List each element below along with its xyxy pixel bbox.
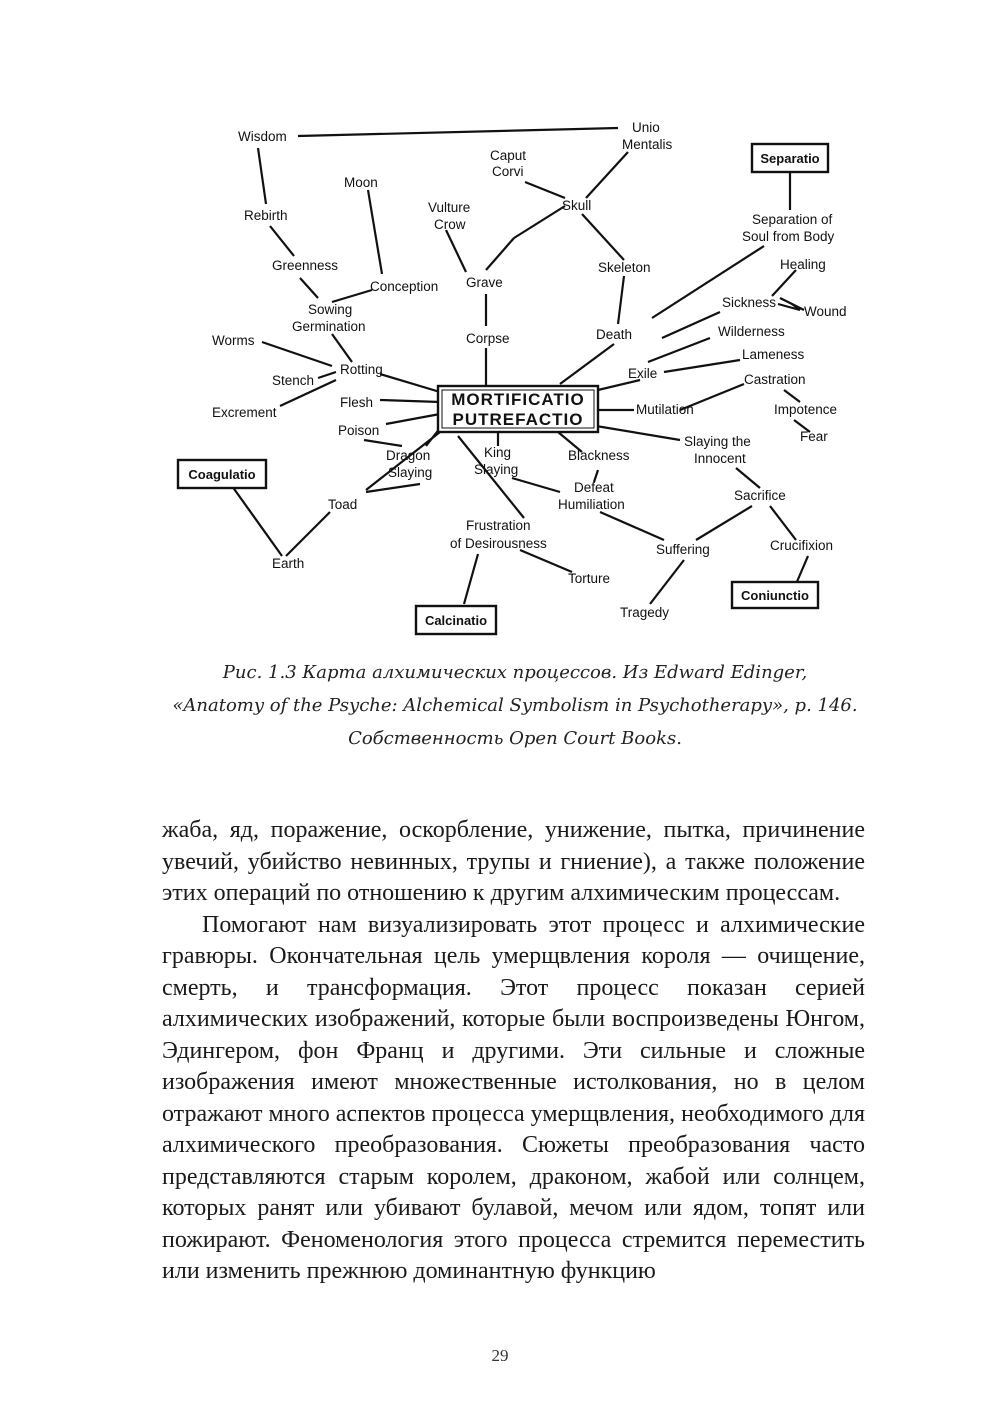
connector xyxy=(664,360,740,372)
body-text xyxy=(162,815,865,1288)
connector xyxy=(586,152,628,198)
connector xyxy=(486,238,514,270)
connector xyxy=(772,270,796,296)
node-earth: Earth xyxy=(272,556,305,571)
coagulatio-label: Coagulatio xyxy=(188,467,256,482)
node-tragedy: Tragedy xyxy=(620,605,670,620)
connector xyxy=(380,374,440,392)
node-greenness: Greenness xyxy=(272,258,339,273)
connector xyxy=(364,440,402,446)
node-blackness: Blackness xyxy=(568,448,630,463)
node-torture: Torture xyxy=(568,571,611,586)
calcinatio-label: Calcinatio xyxy=(424,613,488,628)
node-unio-2: Mentalis xyxy=(622,137,673,152)
node-sickness: Sickness xyxy=(722,295,777,310)
connector xyxy=(598,380,640,390)
node-poison: Poison xyxy=(338,423,380,438)
node-castration: Castration xyxy=(744,372,806,387)
node-impotence: Impotence xyxy=(774,402,838,417)
node-skeleton: Skeleton xyxy=(598,260,651,275)
node-caput-1: Caput xyxy=(490,148,527,163)
connector xyxy=(232,486,282,556)
node-vulture-2: Crow xyxy=(434,217,466,232)
connector xyxy=(270,226,294,256)
connector xyxy=(512,478,560,492)
connector xyxy=(380,400,440,402)
node-sowing-2: Germination xyxy=(292,319,366,334)
node-death: Death xyxy=(596,327,633,342)
node-wilderness: Wilderness xyxy=(718,324,785,339)
connector xyxy=(618,276,624,324)
page-number: 29 xyxy=(491,1346,509,1365)
connector xyxy=(520,550,572,572)
process-box-coniunctio xyxy=(732,582,818,608)
connector xyxy=(525,182,565,198)
node-frustration-1: Frustration xyxy=(466,518,531,533)
connector xyxy=(258,148,266,204)
figure-caption xyxy=(100,656,930,755)
center-node xyxy=(438,386,598,432)
node-skull: Skull xyxy=(562,198,592,213)
node-rebirth: Rebirth xyxy=(244,208,288,223)
node-worms: Worms xyxy=(212,333,255,348)
node-fear: Fear xyxy=(800,429,828,444)
connector xyxy=(366,484,420,492)
node-vulture-1: Vulture xyxy=(428,200,471,215)
node-defeat-2: Humiliation xyxy=(558,497,625,512)
connector xyxy=(300,278,318,298)
node-king-2: Slaying xyxy=(474,462,519,477)
node-slaying-innocent-2: Innocent xyxy=(694,451,746,466)
connector xyxy=(796,556,808,584)
connector xyxy=(514,206,565,238)
connector xyxy=(286,512,330,556)
alchemical-process-map xyxy=(0,0,1000,650)
paragraph-continuation: жаба, яд, поражение, оскорбление, унижение, пытка, причинение увечий, убийство невинных, трупы и гниение), а также положение этих операций по отношению к другим алхимическим процессам. xyxy=(162,817,865,906)
node-king-1: King xyxy=(484,445,512,460)
node-grave: Grave xyxy=(466,275,503,290)
node-separation-soul-2: Soul from Body xyxy=(742,229,835,244)
connector xyxy=(648,338,710,362)
caption-line-3: Собственность Open Court Books. xyxy=(348,728,682,749)
node-lameness: Lameness xyxy=(742,347,805,362)
node-stench: Stench xyxy=(272,373,315,388)
node-caput-2: Corvi xyxy=(492,164,524,179)
connector xyxy=(332,334,352,362)
connector xyxy=(298,128,618,136)
connector xyxy=(696,506,752,540)
process-box-separatio xyxy=(752,144,828,172)
node-suffering: Suffering xyxy=(656,542,710,557)
paragraph-main: Помогают нам визуализировать этот процесс и алхимические гравюры. Окончательная цель умерщвления короля — очищение, смерть, и трансформация. Этот процесс показан серией алхимических изображений, которые были воспроизведены Юнгом, Эдингером, фон Франц и другими. Эти сильные и сложные изображения имеют множественные истолкования, но в целом отражают много аспектов процесса умерщвления, необходимого для алхимического преобразования. Сюжеты преобразования часто представляются старым королем, драконом, жабой или солнцем, которых ранят или убивают булавой, мечом или ядом, топят или пожирают. Феноменология этого процесса стремится переместить или изменить прежнюю доминантную функцию xyxy=(162,911,865,1284)
coniunctio-label: Coniunctio xyxy=(741,588,809,603)
connector xyxy=(650,560,684,604)
connector xyxy=(600,512,664,540)
node-frustration-2: of Desirousness xyxy=(450,536,547,551)
caption-line-2: «Anatomy of the Psyche: Alchemical Symbolism in Psychotherapy», p. 146. xyxy=(172,695,858,716)
node-crucifixion: Crucifixion xyxy=(770,538,834,553)
node-unio-1: Unio xyxy=(632,120,660,135)
node-sacrifice: Sacrifice xyxy=(734,488,786,503)
connector xyxy=(582,214,624,260)
connector xyxy=(332,290,372,302)
node-toad: Toad xyxy=(328,497,358,512)
connector xyxy=(736,468,760,488)
node-flesh: Flesh xyxy=(340,395,374,410)
node-separation-soul-1: Separation of xyxy=(752,212,833,227)
node-wound: Wound xyxy=(804,304,847,319)
separatio-label: Separatio xyxy=(760,151,820,166)
connector xyxy=(368,190,382,274)
node-rotting: Rotting xyxy=(340,362,383,377)
connector xyxy=(318,372,336,378)
node-slaying-innocent-1: Slaying the xyxy=(684,434,751,449)
process-box-calcinatio xyxy=(416,606,496,634)
connector xyxy=(784,390,800,402)
node-moon: Moon xyxy=(344,175,378,190)
connector xyxy=(262,342,332,366)
node-mutilation: Mutilation xyxy=(636,402,694,417)
connector xyxy=(662,312,720,338)
connector xyxy=(560,344,614,384)
process-box-coagulatio xyxy=(178,460,266,488)
node-dragon-1: Dragon xyxy=(386,448,431,463)
connector xyxy=(446,230,466,272)
center-line-2: PUTREFACTIO xyxy=(452,410,584,429)
node-dragon-2: Slaying xyxy=(388,465,433,480)
center-line-1: MORTIFICATIO xyxy=(451,390,585,409)
node-healing: Healing xyxy=(780,257,826,272)
node-exile: Exile xyxy=(628,366,658,381)
node-corpse: Corpse xyxy=(466,331,510,346)
caption-line-1: Рис. 1.3 Карта алхимических процессов. Из Edward Edinger, xyxy=(222,662,808,683)
connector xyxy=(464,554,478,604)
connector xyxy=(386,414,440,424)
connector xyxy=(770,506,796,540)
node-excrement: Excrement xyxy=(212,405,277,420)
connector xyxy=(596,426,680,440)
node-sowing-1: Sowing xyxy=(308,302,353,317)
node-conception: Conception xyxy=(370,279,439,294)
node-defeat-1: Defeat xyxy=(574,480,614,495)
diagram-labels xyxy=(212,120,847,620)
node-wisdom: Wisdom xyxy=(238,129,287,144)
